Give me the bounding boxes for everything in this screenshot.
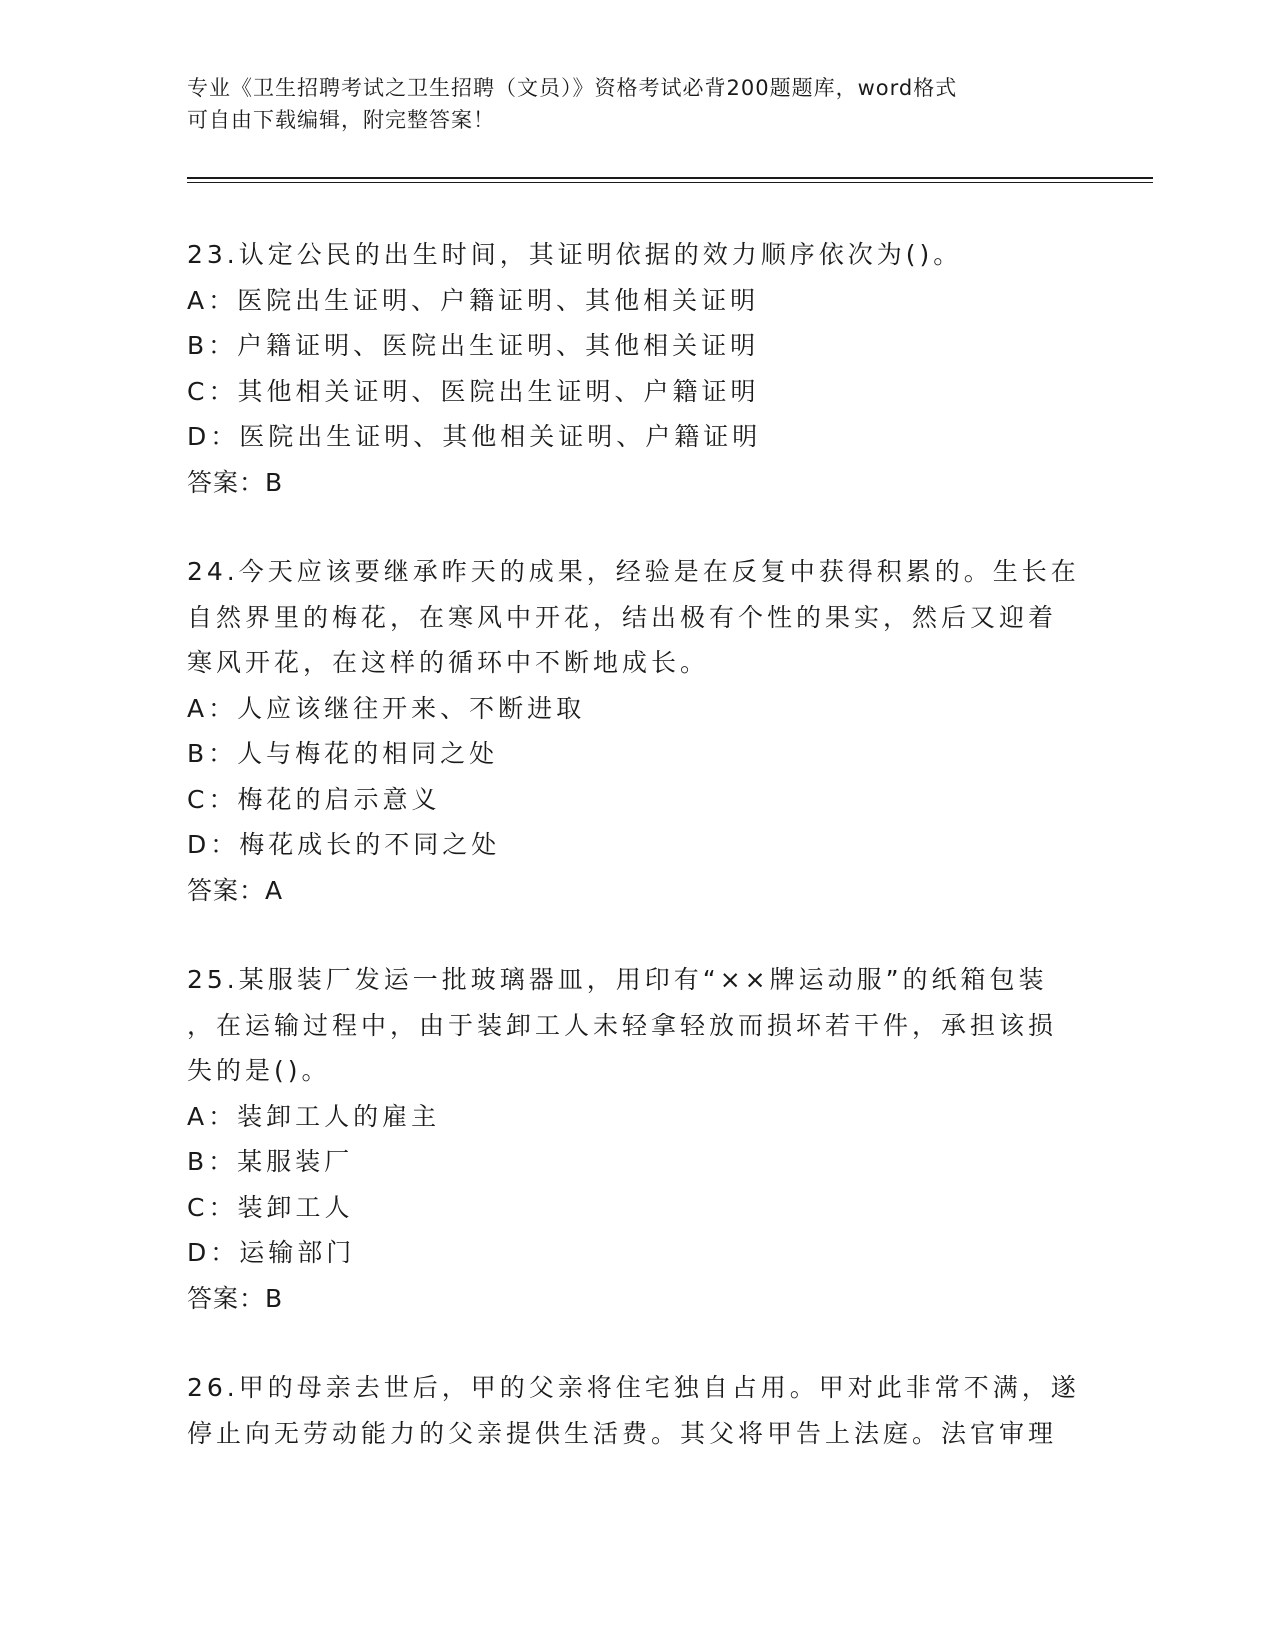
header-divider-thick: [187, 177, 1153, 179]
answer-line: 答案：A: [187, 875, 284, 905]
answer-line: 答案：B: [187, 467, 284, 497]
option-c: C：其他相关证明、医院出生证明、户籍证明: [187, 376, 760, 406]
question-stem: 寒风开花，在这样的循环中不断地成长。: [187, 648, 710, 677]
option-a: A：医院出生证明、户籍证明、其他相关证明: [187, 285, 760, 315]
option-a: A：装卸工人的雇主: [187, 1101, 441, 1131]
option-b: B：户籍证明、医院出生证明、其他相关证明: [187, 331, 760, 360]
option-b: B：人与梅花的相同之处: [187, 739, 499, 768]
question-stem: 自然界里的梅花，在寒风中开花，结出极有个性的果实，然后又迎着: [187, 602, 1058, 632]
question-list: [187, 232, 1087, 1500]
question-stem: 23.认定公民的出生时间，其证明依据的效力顺序依次为()。: [187, 240, 963, 269]
option-c: C：梅花的启示意义: [187, 784, 441, 814]
header-line-2: 可自由下载编辑，附完整答案！: [187, 108, 495, 132]
option-d: D：运输部门: [187, 1238, 356, 1267]
question-stem: 失的是()。: [187, 1056, 331, 1085]
question-24: [187, 549, 1087, 913]
question-25: [187, 957, 1087, 1321]
question-23: [187, 232, 1087, 505]
option-d: D：医院出生证明、其他相关证明、户籍证明: [187, 422, 762, 451]
question-stem: 25.某服装厂发运一批玻璃器皿，用印有“××牌运动服”的纸箱包装: [187, 965, 1048, 994]
header-line-1: 专业《卫生招聘考试之卫生招聘（文员）》资格考试必背200题题库，word格式: [187, 76, 958, 100]
answer-line: 答案：B: [187, 1283, 284, 1313]
question-stem: 26.甲的母亲去世后，甲的父亲将住宅独自占用。甲对此非常不满，遂: [187, 1373, 1080, 1402]
document-header: [187, 72, 1067, 136]
option-a: A：人应该继往开来、不断进取: [187, 693, 586, 723]
question-stem: ，在运输过程中，由于装卸工人未轻拿轻放而损坏若干件，承担该损: [187, 1010, 1058, 1040]
header-divider-thin: [187, 182, 1153, 183]
question-stem: 停止向无劳动能力的父亲提供生活费。其父将甲告上法庭。法官审理: [187, 1418, 1058, 1448]
option-d: D：梅花成长的不同之处: [187, 830, 501, 859]
question-26: [187, 1365, 1087, 1456]
question-stem: 24.今天应该要继承昨天的成果，经验是在反复中获得积累的。生长在: [187, 557, 1080, 586]
option-b: B：某服装厂: [187, 1147, 354, 1176]
option-c: C：装卸工人: [187, 1192, 354, 1222]
